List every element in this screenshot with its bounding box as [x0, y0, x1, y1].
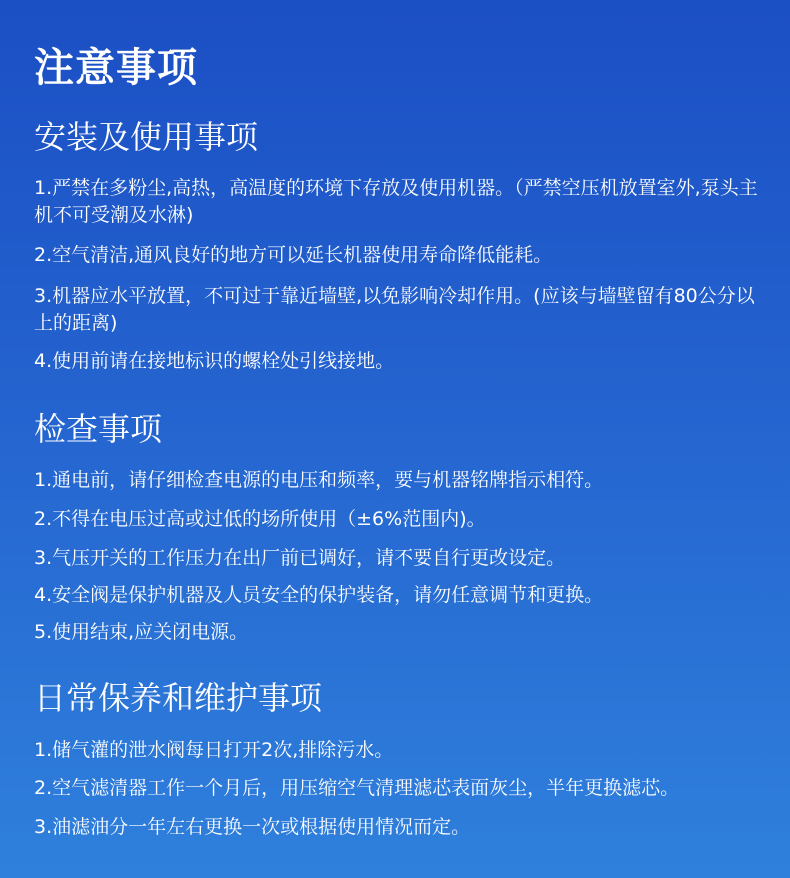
list-item: 3.气压开关的工作压力在出厂前已调好，请不要自行更改设定。 — [34, 547, 566, 569]
page-title: 注意事项 — [34, 45, 198, 91]
list-item: 3.油滤油分一年左右更换一次或根据使用情况而定。 — [34, 816, 471, 838]
list-item: 1.储气灌的泄水阀每日打开2次,排除污水。 — [34, 739, 394, 761]
section-heading-installation: 安装及使用事项 — [34, 118, 259, 156]
list-item: 5.使用结束,应关闭电源。 — [34, 621, 249, 643]
list-item: 2.不得在电压过高或过低的场所使用（±6%范围内)。 — [34, 508, 486, 530]
section-heading-inspection: 检查事项 — [34, 410, 163, 448]
list-item: 2.空气滤清器工作一个月后，用压缩空气清理滤芯表面灰尘，半年更换滤芯。 — [34, 777, 680, 799]
section-heading-maintenance: 日常保养和维护事项 — [34, 679, 323, 717]
list-item: 4.安全阀是保护机器及人员安全的保护装备，请勿任意调节和更换。 — [34, 584, 604, 606]
list-item: 2.空气清洁,通风良好的地方可以延长机器使用寿命降低能耗。 — [34, 244, 553, 266]
list-item: 4.使用前请在接地标识的螺栓处引线接地。 — [34, 350, 395, 372]
list-item: 3.机器应水平放置，不可过于靠近墙壁,以免影响冷却作用。(应该与墙壁留有80公分以上的距离) — [34, 285, 755, 334]
list-item: 1.严禁在多粉尘,高热，高温度的环境下存放及使用机器。（严禁空压机放置室外,泵头主机不可受潮及水淋) — [34, 177, 758, 226]
list-item: 1.通电前，请仔细检查电源的电压和频率，要与机器铭牌指示相符。 — [34, 469, 604, 491]
